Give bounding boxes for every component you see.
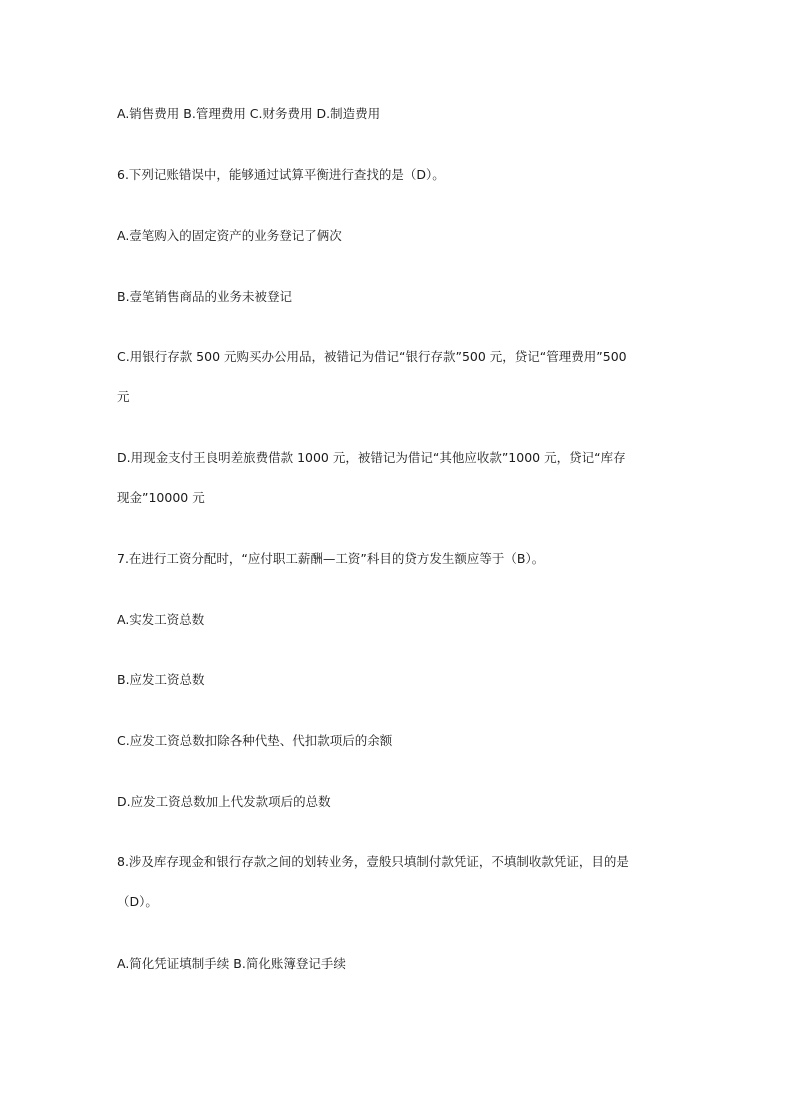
text-line-q7-option-a: A.实发工资总数 (117, 612, 205, 627)
text-line-q6-option-c: C.用银行存款 500 元购买办公用品，被错记为借记“银行存款”500 元，贷记“管理费用”500 (117, 349, 627, 364)
text-line-q7-option-c: C.应发工资总数扣除各种代垫、代扣款项后的余额 (117, 733, 393, 748)
text-line-question-8: 8.涉及库存现金和银行存款之间的划转业务，壹般只填制付款凭证，不填制收款凭证，目的是 (117, 854, 629, 869)
text-line-options-q5: A.销售费用 B.管理费用 C.财务费用 D.制造费用 (117, 106, 381, 121)
text-line-q6-option-b: B.壹笔销售商品的业务未被登记 (117, 289, 293, 304)
text-line-q7-option-d: D.应发工资总数加上代发款项后的总数 (117, 794, 331, 809)
text-line-q6-option-d-cont: 现金”10000 元 (117, 490, 205, 505)
text-line-q6-option-a: A.壹笔购入的固定资产的业务登记了俩次 (117, 228, 342, 243)
text-line-q7-option-b: B.应发工资总数 (117, 672, 205, 687)
text-line-q6-option-c-cont: 元 (117, 389, 130, 404)
text-line-question-6: 6.下列记账错误中，能够通过试算平衡进行查找的是（D）。 (117, 167, 445, 182)
text-line-question-8-cont: （D）。 (117, 894, 158, 909)
text-line-q8-options-ab: A.简化凭证填制手续 B.简化账簿登记手续 (117, 956, 346, 971)
text-line-question-7: 7.在进行工资分配时，“应付职工薪酬—工资”科目的贷方发生额应等于（B）。 (117, 551, 545, 566)
text-line-q6-option-d: D.用现金支付王良明差旅费借款 1000 元，被错记为借记“其他应收款”1000 元，贷记“库存 (117, 450, 626, 465)
